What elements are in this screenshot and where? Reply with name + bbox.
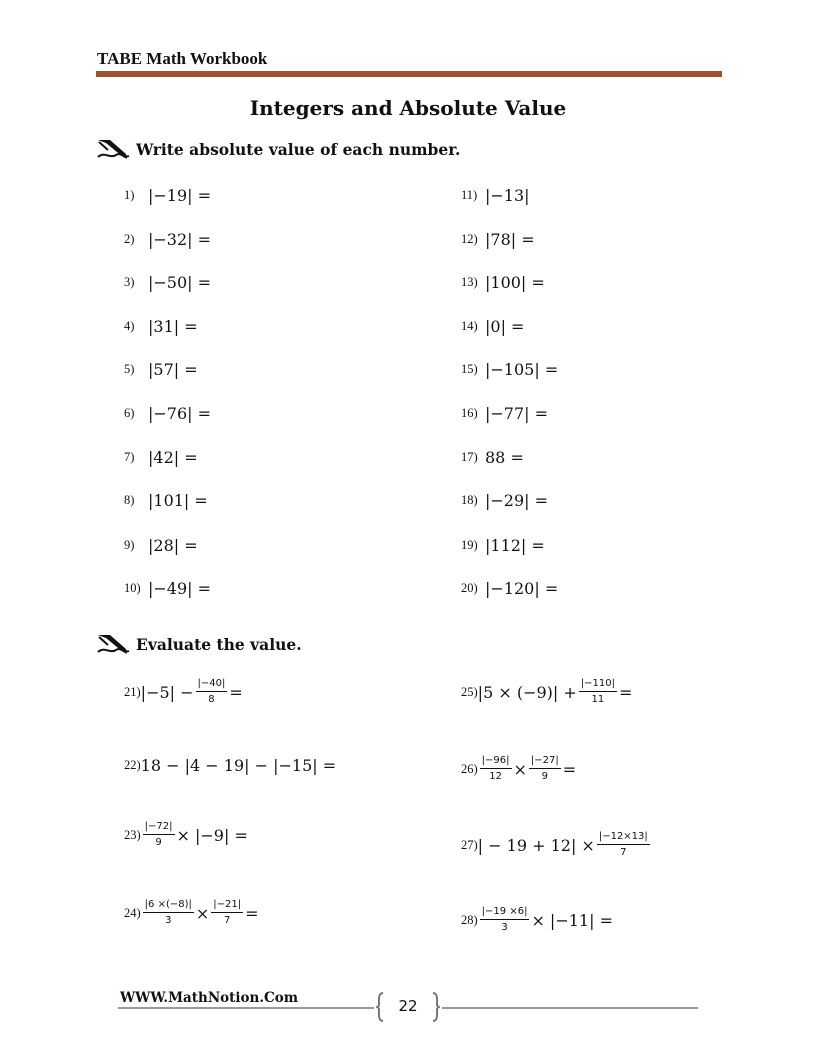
problem-number: 26) (461, 761, 478, 776)
fraction (196, 678, 228, 706)
problem-number: 22) (124, 758, 141, 772)
problem-9 (124, 536, 198, 555)
numerator: |6 ×(−8)| (143, 899, 194, 913)
expression: 18 − |4 − 19| − |−15| = (140, 756, 337, 775)
expression-part: = (229, 682, 243, 702)
expression-part: | − 19 + 12| × (477, 835, 595, 855)
problem-number: 21) (124, 684, 141, 699)
problem-19 (461, 536, 545, 555)
expression: |57| = (148, 360, 198, 379)
problem-number: 16) (461, 406, 478, 420)
footer-rule-right (442, 1007, 698, 1009)
problem-25 (461, 678, 632, 706)
page-title: Integers and Absolute Value (249, 96, 567, 120)
fraction (579, 678, 617, 706)
expression: 88 = (485, 448, 524, 467)
footer-url: WWW.MathNotion.Com (120, 990, 299, 1006)
problem-4 (124, 317, 198, 336)
problem-number: 23) (124, 827, 141, 842)
expression-part: |−5| − (140, 682, 194, 702)
denominator: 3 (501, 922, 508, 933)
denominator: 9 (155, 837, 162, 848)
problem-11 (461, 186, 530, 205)
denominator: 12 (489, 771, 502, 782)
fraction (597, 831, 650, 859)
problem-number: 24) (124, 905, 141, 920)
problem-27 (461, 831, 652, 859)
problem-16 (461, 404, 548, 423)
section1-instruction: Write absolute value of each number. (136, 139, 461, 159)
expression-part: |5 × (−9)| + (477, 682, 577, 702)
problem-number: 6) (124, 406, 135, 420)
page-number: 22 (398, 997, 418, 1015)
expression: |−50| = (148, 273, 212, 292)
problem-17 (461, 448, 524, 467)
problem-22 (124, 756, 336, 775)
header-title: TABE Math Workbook (97, 49, 268, 68)
expression: |−120| = (485, 579, 559, 598)
expression-part: = (245, 903, 259, 923)
pencil-writing-icon (96, 632, 130, 656)
expression: |−32| = (148, 230, 212, 249)
problem-number: 20) (461, 581, 478, 595)
expression-part: = (619, 682, 633, 702)
expression: |−29| = (485, 491, 549, 510)
problem-number: 12) (461, 232, 478, 246)
problem-number: 18) (461, 493, 478, 507)
denominator: 3 (165, 915, 172, 926)
fraction (480, 755, 512, 783)
expression: |−19| = (148, 186, 212, 205)
expression-part: = (562, 759, 577, 779)
right-bracket-icon (432, 992, 440, 1022)
numerator: |−40| (196, 678, 228, 692)
denominator: 7 (224, 915, 231, 926)
expression: |78| = (485, 230, 535, 249)
problem-number: 4) (124, 319, 135, 333)
section2-instruction: Evaluate the value. (136, 634, 302, 654)
problem-number: 28) (461, 912, 478, 927)
problem-3 (124, 273, 211, 292)
expression-part: × |−11| = (531, 910, 613, 930)
expression: |0| = (485, 317, 525, 336)
denominator: 11 (591, 694, 605, 705)
fraction (480, 906, 530, 934)
problem-13 (461, 273, 545, 292)
problem-number: 27) (461, 837, 478, 852)
section2-heading (96, 632, 302, 656)
problem-10 (124, 579, 211, 598)
expression: |31| = (148, 317, 198, 336)
expression: |−13| (485, 186, 530, 205)
numerator: |−21| (211, 899, 243, 913)
footer-rule-left (118, 1007, 374, 1009)
numerator: |−96| (480, 755, 512, 769)
problem-21 (124, 678, 243, 706)
expression: |−77| = (485, 404, 549, 423)
problem-number: 14) (461, 319, 478, 333)
denominator: 9 (541, 771, 549, 782)
problem-26 (461, 755, 576, 783)
expression: |−105| = (485, 360, 559, 379)
problem-number: 2) (124, 232, 135, 246)
problem-5 (124, 360, 198, 379)
numerator: |−27| (529, 755, 561, 769)
fraction (211, 899, 243, 927)
problem-number: 3) (124, 275, 135, 289)
problem-18 (461, 491, 548, 510)
expression-part: × |−9| = (176, 825, 248, 845)
problem-23 (124, 821, 248, 849)
pencil-writing-icon (96, 137, 130, 161)
expression: |101| = (148, 491, 208, 510)
numerator: |−19 ×6| (480, 906, 530, 920)
left-bracket-icon (376, 992, 384, 1022)
problem-number: 10) (124, 581, 141, 595)
denominator: 8 (208, 694, 215, 705)
expression-part: × (195, 903, 210, 923)
header-rule (96, 71, 722, 77)
expression: |42| = (148, 448, 198, 467)
problem-12 (461, 230, 535, 249)
problem-number: 15) (461, 362, 478, 376)
problem-number: 19) (461, 538, 478, 552)
problem-number: 11) (461, 188, 478, 202)
fraction (143, 821, 175, 849)
expression: |−76| = (148, 404, 212, 423)
fraction (529, 755, 561, 783)
fraction (143, 899, 194, 927)
problem-1 (124, 186, 211, 205)
problem-number: 13) (461, 275, 478, 289)
denominator: 7 (620, 847, 627, 858)
problem-number: 8) (124, 493, 135, 507)
problem-7 (124, 448, 198, 467)
problem-2 (124, 230, 211, 249)
expression: |100| = (485, 273, 545, 292)
problem-20 (461, 579, 558, 598)
problem-15 (461, 360, 558, 379)
problem-number: 1) (124, 188, 135, 202)
expression: |−49| = (148, 579, 212, 598)
section1-heading (96, 137, 460, 161)
problem-number: 17) (461, 450, 478, 464)
problem-8 (124, 491, 208, 510)
problem-6 (124, 404, 211, 423)
problem-number: 9) (124, 538, 135, 552)
expression-part: × (513, 759, 527, 779)
expression: |28| = (148, 536, 198, 555)
problem-number: 25) (461, 684, 478, 699)
problem-24 (124, 899, 259, 927)
expression: |112| = (485, 536, 545, 555)
numerator: |−12×13| (597, 831, 650, 845)
problem-28 (461, 906, 613, 934)
problem-14 (461, 317, 524, 336)
problem-number: 5) (124, 362, 135, 376)
numerator: |−110| (579, 678, 617, 692)
numerator: |−72| (143, 821, 175, 835)
problem-number: 7) (124, 450, 135, 464)
